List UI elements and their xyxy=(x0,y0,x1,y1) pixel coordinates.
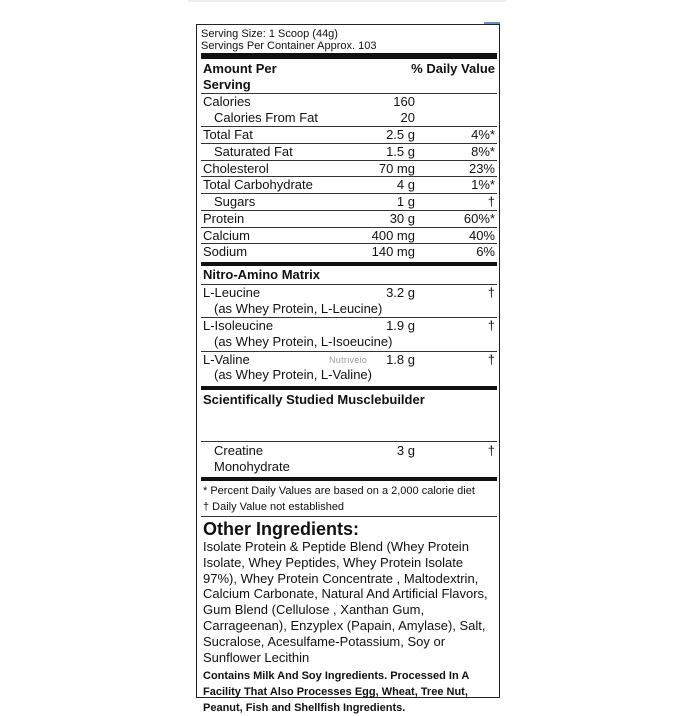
matrix-amount: 1.9 g xyxy=(386,318,415,334)
nutrient-amount: 140 mg xyxy=(371,244,415,260)
creatine-label: Creatine Monohydrate xyxy=(214,443,290,474)
section-divider xyxy=(201,386,497,390)
matrix-label: L-Isoleucine xyxy=(203,318,274,334)
nutrient-label: Calories From Fat xyxy=(214,109,319,125)
nutrient-dv: 40% xyxy=(468,227,495,243)
nutrient-row xyxy=(201,93,497,110)
matrix-dv: † xyxy=(487,318,495,334)
nutrient-amount: 160 xyxy=(393,94,415,109)
nutrient-label: Calories xyxy=(203,94,251,109)
nutrient-row xyxy=(201,160,497,177)
other-ingredients-title: Other Ingredients: xyxy=(201,516,497,539)
servings-per-container: Servings Per Container Approx. 103 xyxy=(201,39,377,52)
nutrient-label: Total Carbohydrate xyxy=(203,177,313,193)
footnote-dagger: † Daily Value not established xyxy=(203,500,345,513)
nutrient-dv: 23% xyxy=(468,160,495,176)
matrix-row xyxy=(201,351,497,368)
nutrient-row xyxy=(201,176,497,193)
watermark: Nutriveio xyxy=(329,354,368,365)
matrix-source: (as Whey Protein, L-Valine) xyxy=(214,367,372,383)
supplement-facts-panel xyxy=(196,24,500,715)
matrix-label: L-Valine xyxy=(203,351,250,367)
nutrient-label: Total Fat xyxy=(203,127,253,143)
matrix-dv: † xyxy=(487,351,495,367)
nutrient-label: Protein xyxy=(203,210,245,226)
nutrient-label: Sodium xyxy=(203,244,248,260)
other-ingredients-text: Isolate Protein & Peptide Blend (Whey Protein Isolate, Whey Peptides, Whey Protein Isolate 97%), Whey Protein Concentrate , Maltodextrin, Calcium Carbonate, Natural And Artificial Flavors, Gum Blend (Cellulose , Xanthan Gum, Carrageenan), Enzyplex (Papain, Amylase), Salt, Sucralose, Acesulfame-Potassium, Soy or Sunflower Lecithin xyxy=(203,539,488,665)
nutrient-label: Cholesterol xyxy=(203,160,269,176)
thick-divider xyxy=(201,53,497,59)
nutrient-dv: 1%* xyxy=(471,177,495,193)
musclebuilder-title: Scientifically Studied Musclebuilder xyxy=(203,392,425,407)
amount-per-serving-label: Amount Per Serving xyxy=(203,61,277,92)
table-header xyxy=(201,60,497,93)
nutrient-label: Sugars xyxy=(214,194,256,210)
matrix-row xyxy=(201,317,497,334)
nutrient-row xyxy=(201,110,497,127)
serving-size: Serving Size: 1 Scoop (44g) xyxy=(201,28,338,40)
footnote-dv: * Percent Daily Values are based on a 2,000 calorie diet xyxy=(203,485,475,497)
nutrient-row xyxy=(201,227,497,244)
nutrient-amount: 1 g xyxy=(396,194,415,210)
nutrient-amount: 4 g xyxy=(396,177,415,193)
matrix-source: (as Whey Protein, L-Isoeucine) xyxy=(214,333,393,349)
nutrient-amount: 400 mg xyxy=(371,227,415,243)
nutrient-row xyxy=(201,243,497,260)
nutrient-row xyxy=(201,143,497,160)
nutrient-amount: 20 xyxy=(400,109,415,125)
section-divider xyxy=(201,262,497,266)
creatine-amount: 3 g xyxy=(396,443,415,458)
daily-value-label: % Daily Value xyxy=(411,61,495,76)
nutrient-dv: 60%* xyxy=(463,210,495,226)
nutrient-dv: 6% xyxy=(476,244,495,260)
nutrient-dv: 4%* xyxy=(471,127,495,143)
section-divider xyxy=(201,477,497,481)
nutrient-amount: 2.5 g xyxy=(386,127,415,143)
panel-content xyxy=(201,25,497,716)
matrix-dv: † xyxy=(487,284,495,300)
nutrient-amount: 70 mg xyxy=(378,160,415,176)
nutrient-row xyxy=(201,210,497,227)
top-edge-line xyxy=(188,0,506,2)
creatine-dv: † xyxy=(487,443,495,458)
nutrient-dv: † xyxy=(487,194,495,210)
nutrient-label: Calcium xyxy=(203,227,250,243)
matrix-title: Nitro-Amino Matrix xyxy=(203,266,320,282)
nutrient-row xyxy=(201,193,497,210)
matrix-source: (as Whey Protein, L-Leucine) xyxy=(214,300,383,316)
matrix-amount: 3.2 g xyxy=(386,284,415,300)
nutrient-dv: 8%* xyxy=(471,144,495,160)
allergen-statement: Contains Milk And Soy Ingredients. Processed In A Facility That Also Processes Egg, Wheat, Tree Nut, Peanut, Fish and Shellfish Ingredients. xyxy=(203,670,469,715)
nutrient-label: Saturated Fat xyxy=(214,144,293,160)
matrix-row xyxy=(201,284,497,301)
matrix-label: L-Leucine xyxy=(203,284,261,300)
matrix-amount: 1.8 g xyxy=(386,351,415,367)
nutrient-amount: 1.5 g xyxy=(386,144,415,160)
nutrient-amount: 30 g xyxy=(389,210,415,226)
creatine-row xyxy=(201,441,497,475)
nutrient-row xyxy=(201,126,497,143)
